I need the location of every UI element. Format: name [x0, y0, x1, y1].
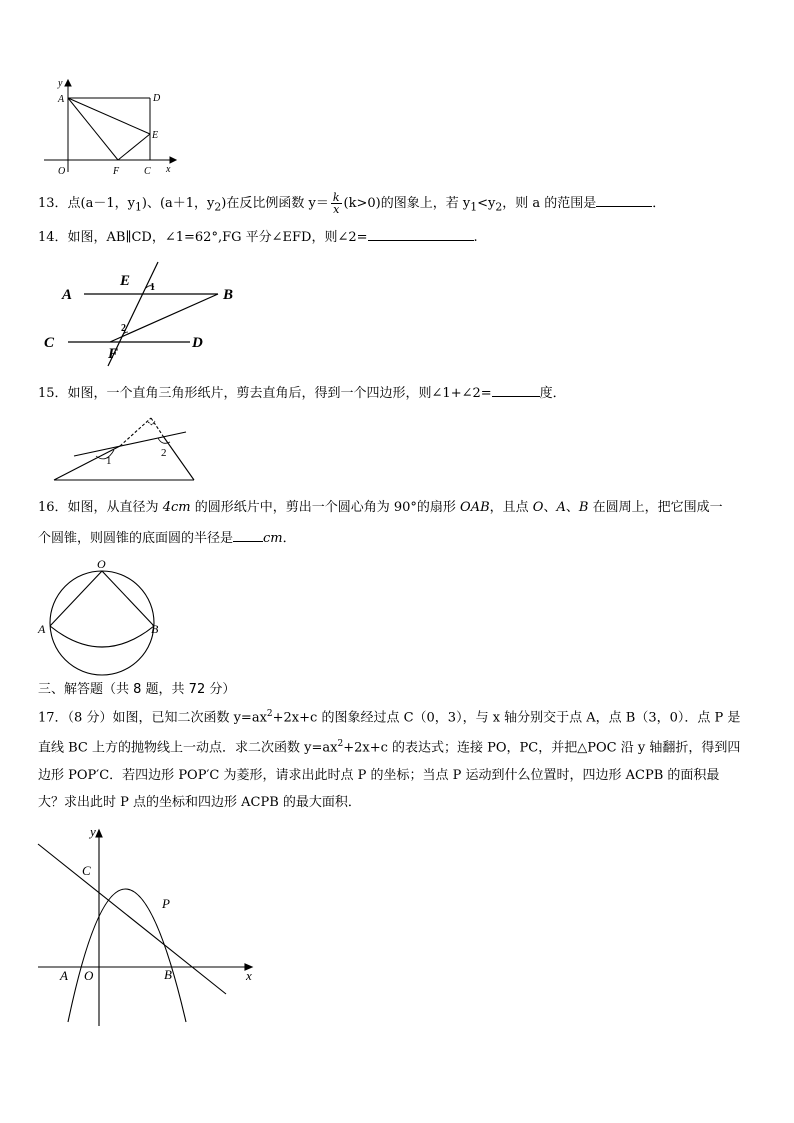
q17-text: 17．（8 分）如图，已知二次函数 y=ax	[38, 710, 267, 726]
label-A: A	[58, 94, 65, 105]
frac-numerator: k	[332, 191, 340, 204]
q17-sup: 2	[337, 739, 344, 750]
q17-text: 边形 POP′C．若四边形 POP′C 为菱形，请求出此时点 P 的坐标；当点 P 运动到什么位置时，四边形 ACPB 的面积最	[38, 767, 720, 783]
label-C: C	[44, 335, 55, 351]
label-y: y	[58, 78, 63, 89]
frac-denominator: x	[333, 203, 340, 216]
figure-q15	[48, 412, 198, 484]
question-13	[38, 192, 665, 218]
label-E: E	[152, 130, 159, 141]
figure-q16	[34, 556, 164, 676]
label-O: O	[84, 968, 94, 983]
q15-end: 度．	[539, 386, 566, 401]
figure-q17	[36, 826, 258, 1030]
q13-text-4: (k>0)的图象上，若 y	[343, 196, 471, 211]
q13-sub: 1	[470, 200, 478, 214]
angle-2-label: 2	[161, 447, 167, 459]
question-17	[38, 701, 760, 816]
q16-text: 4cm	[162, 500, 191, 515]
fraction-k-over-x	[331, 192, 342, 215]
q16-text: O	[532, 500, 544, 515]
q17-line-2	[38, 731, 760, 761]
label-D: D	[192, 335, 203, 351]
label-x: x	[246, 968, 252, 983]
q17-text: +2x+c 的表达式；连接 PO，PC，并把△POC 沿 y 轴翻折，得到四	[343, 740, 741, 756]
q16-text: 、	[565, 500, 579, 515]
label-D: D	[153, 93, 161, 104]
q14-end: .	[473, 230, 478, 245]
q16-end: ．	[282, 531, 296, 546]
q13-sub: 1	[134, 200, 142, 214]
q13-end: ．	[652, 196, 666, 211]
q13-text-5: <y	[477, 196, 496, 211]
answer-blank[interactable]	[596, 194, 652, 207]
q16-text: A	[556, 500, 566, 515]
q13-sub: 2	[214, 200, 222, 214]
label-O: O	[58, 166, 66, 177]
q15-text: 15．如图，一个直角三角形纸片，剪去直角后，得到一个四边形，则∠1+∠2=	[38, 386, 492, 401]
angle-1-label: 1	[106, 455, 112, 467]
q17-text: 直线 BC 上方的抛物线上一动点．求二次函数 y=ax	[38, 740, 338, 756]
label-C: C	[144, 166, 151, 177]
label-F: F	[113, 166, 120, 177]
label-C: C	[82, 863, 91, 878]
label-x: x	[166, 164, 171, 175]
q16-text: 个圆锥，则圆锥的底面圆的半径是	[38, 531, 234, 546]
label-P: P	[162, 896, 170, 911]
label-B: B	[223, 287, 234, 303]
label-y: y	[90, 826, 96, 839]
q16-text: 在圆周上，把它围成一	[588, 500, 723, 515]
section-heading	[38, 680, 235, 700]
q17-sup: 2	[266, 709, 273, 719]
q16-text: B	[578, 500, 589, 515]
q17-line-4	[38, 789, 760, 816]
q16-text: 的圆形纸片中，剪出一个圆心角为 90°的扇形	[190, 500, 461, 515]
q16-text: 、	[543, 500, 557, 515]
question-14	[38, 228, 478, 248]
angle-1-label: 1	[150, 282, 155, 293]
q17-line-3	[38, 762, 760, 789]
q13-text-2: )、(a＋1，y	[141, 196, 215, 211]
label-F: F	[108, 346, 119, 362]
label-A: A	[62, 287, 73, 303]
q13-sub: 2	[495, 200, 503, 214]
answer-blank[interactable]	[233, 529, 263, 542]
q14-text: 14．如图，AB∥CD，∠1=62°,FG 平分∠EFD，则∠2=	[38, 230, 368, 245]
q16-text: 16．如图，从直径为	[38, 500, 163, 515]
section-title: 三、解答题（共 8 题，共 72 分）	[38, 682, 236, 697]
q16-text: OAB	[460, 500, 490, 515]
question-16-line-2	[38, 529, 296, 549]
q17-text: 大？求出此时 P 点的坐标和四边形 ACPB 的最大面积．	[38, 794, 361, 810]
q17-text: +2x+c 的图象经过点 C（0，3），与 x 轴分别交于点 A，点 B（3，0）．点 P 是	[272, 710, 741, 726]
label-B: B	[151, 622, 159, 636]
q16-unit: cm	[263, 531, 283, 546]
label-A: A	[60, 968, 68, 983]
label-O: O	[97, 557, 106, 571]
label-A: A	[38, 622, 46, 636]
figure-q12	[38, 76, 183, 178]
q16-text: ，且点	[489, 500, 533, 515]
answer-blank[interactable]	[492, 384, 540, 397]
label-E: E	[120, 273, 131, 289]
answer-blank[interactable]	[368, 228, 474, 241]
question-15	[38, 384, 566, 404]
q17-line-1	[38, 701, 760, 731]
angle-2-label: 2	[121, 323, 126, 334]
question-16	[38, 498, 723, 518]
figure-q14	[40, 258, 250, 370]
label-B: B	[164, 967, 172, 982]
q13-text-1: 13．点(a－1，y	[38, 196, 135, 211]
q13-text-3: )在反比例函数 y＝	[221, 196, 329, 211]
q13-text-6: ，则 a 的范围是	[502, 196, 597, 211]
